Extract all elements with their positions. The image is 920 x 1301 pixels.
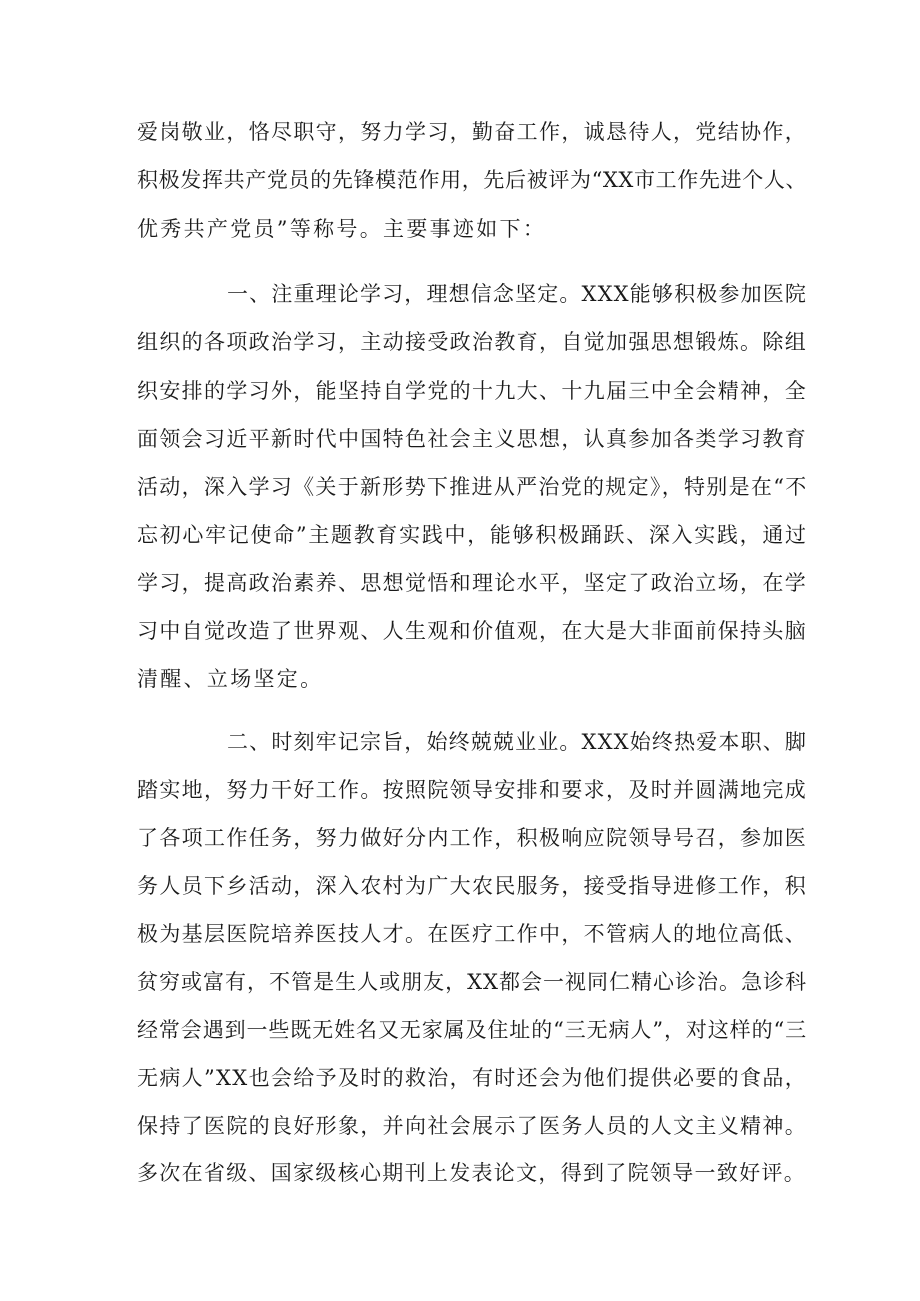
text-line: 踏实地，努力干好工作。按照院领导安排和要求，及时并圆满地完成 bbox=[137, 778, 807, 802]
text-line: 了各项工作任务，努力做好分内工作，积极响应院领导号召，参加医 bbox=[137, 826, 807, 850]
text-line: 无病人”XX也会给予及时的救治，有时还会为他们提供必要的食品， bbox=[137, 1066, 807, 1090]
text-line: 面领会习近平新时代中国特色社会主义思想，认真参加各类学习教育 bbox=[137, 427, 807, 451]
text-line: 务人员下乡活动，深入农村为广大农民服务，接受指导进修工作，积 bbox=[137, 874, 807, 898]
text-line: 保持了医院的良好形象，并向社会展示了医务人员的人文主义精神。 bbox=[137, 1114, 807, 1138]
text-line: 经常会遇到一些既无姓名又无家属及住址的“三无病人”，对这样的“三 bbox=[137, 1018, 808, 1042]
text-line: 优秀共产党员”等称号。主要事迹如下： bbox=[137, 217, 547, 241]
text-line: 极为基层医院培养医技人才。在医疗工作中，不管病人的地位高低、 bbox=[137, 922, 807, 946]
text-line: 积极发挥共产党员的先锋模范作用，先后被评为“XX市工作先进个人、 bbox=[137, 168, 807, 192]
text-line: 贫穷或富有，不管是生人或朋友，XX都会一视同仁精心诊治。急诊科 bbox=[137, 970, 807, 994]
text-line: 习中自觉改造了世界观、人生观和价值观，在大是大非面前保持头脑 bbox=[137, 619, 807, 643]
text-line: 清醒、立场坚定。 bbox=[137, 667, 324, 691]
text-line: 爱岗敬业，恪尽职守，努力学习，勤奋工作，诚恳待人，党结协作， bbox=[137, 120, 807, 144]
paragraph-first-line: 二、时刻牢记宗旨，始终兢兢业业。XXX始终热爱本职、脚 bbox=[227, 730, 807, 754]
text-line: 忘初心牢记使命”主题教育实践中，能够积极踊跃、深入实践，通过 bbox=[137, 523, 808, 547]
text-line: 组织的各项政治学习，主动接受政治教育，自觉加强思想锻炼。除组 bbox=[137, 330, 807, 354]
text-line: 织安排的学习外，能坚持自学党的十九大、十九届三中全会精神，全 bbox=[137, 379, 807, 403]
text-line: 活动，深入学习《关于新形势下推进从严治党的规定》，特别是在“不 bbox=[137, 475, 808, 499]
text-line: 多次在省级、国家级核心期刊上发表论文，得到了院领导一致好评。 bbox=[137, 1161, 806, 1185]
text-line: 学习，提高政治素养、思想觉悟和理论水平，坚定了政治立场，在学 bbox=[137, 571, 807, 595]
paragraph-first-line: 一、注重理论学习，理想信念坚定。XXX能够积极参加医院 bbox=[227, 282, 807, 306]
